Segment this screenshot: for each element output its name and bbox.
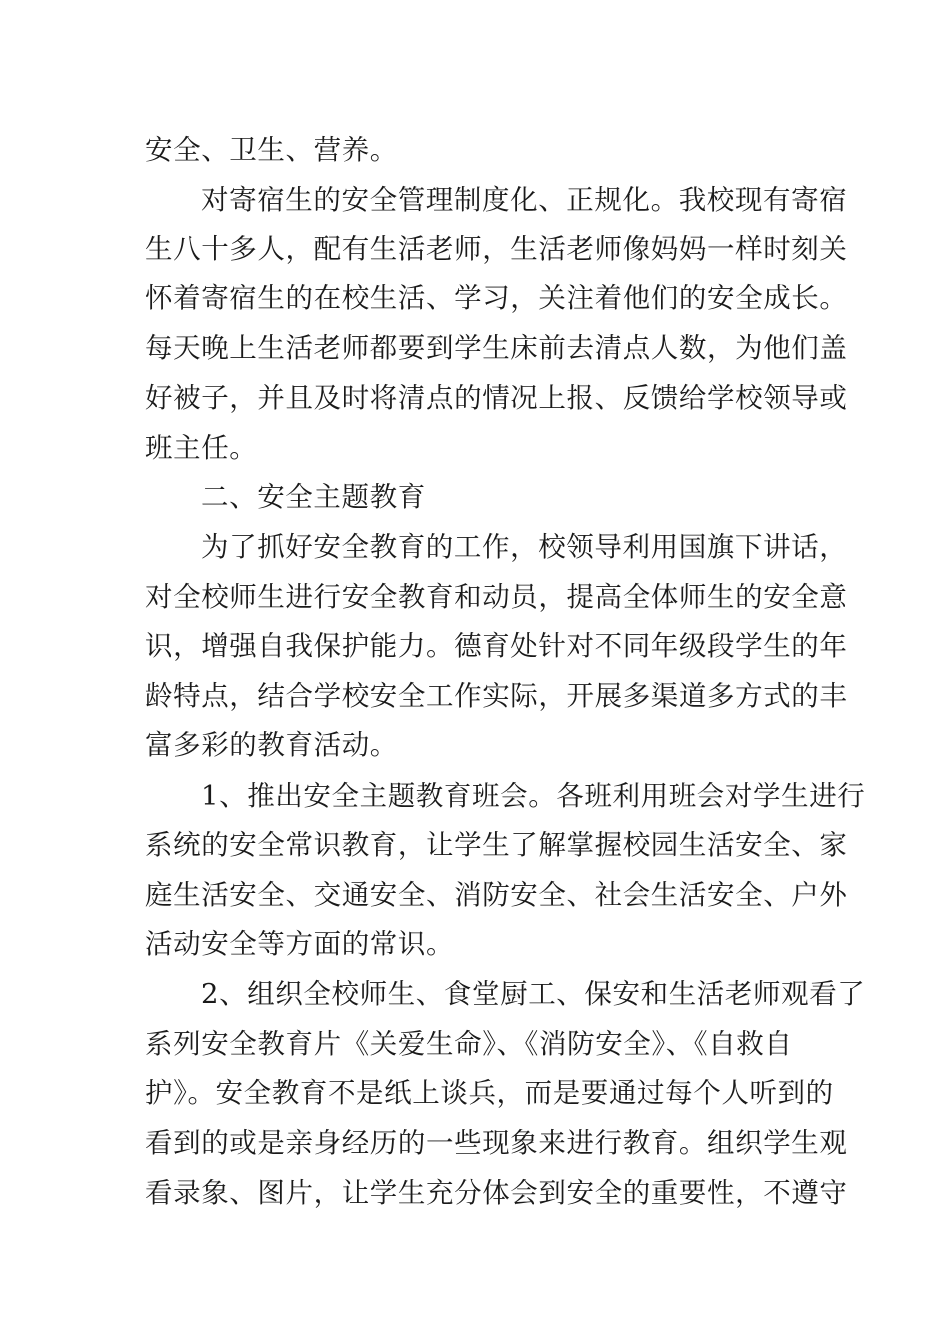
paragraph-line: 系统的安全常识教育，让学生了解掌握校园生活安全、家: [145, 829, 848, 861]
paragraph-line: 好被子，并且及时将清点的情况上报、反馈给学校领导或: [145, 382, 848, 414]
paragraph-line: 识，增强自我保护能力。德育处针对不同年级段学生的年: [145, 630, 848, 662]
paragraph-line: 庭生活安全、交通安全、消防安全、社会生活安全、户外: [145, 879, 848, 911]
paragraph-line: 看录象、图片，让学生充分体会到安全的重要性，不遵守: [145, 1177, 848, 1209]
paragraph-line: 生八十多人，配有生活老师，生活老师像妈妈一样时刻关: [145, 233, 848, 265]
paragraph-line: 安全、卫生、营养。: [145, 134, 398, 166]
paragraph-line: 2、组织全校师生、食堂厨工、保安和生活老师观看了: [201, 978, 866, 1010]
paragraph-line: 活动安全等方面的常识。: [145, 928, 455, 960]
paragraph-line: 1、推出安全主题教育班会。各班利用班会对学生进行: [201, 780, 866, 812]
paragraph-line: 龄特点，结合学校安全工作实际，开展多渠道多方式的丰: [145, 680, 848, 712]
paragraph-line: 为了抓好安全教育的工作，校领导利用国旗下讲话，: [201, 531, 848, 563]
paragraph-line: 每天晚上生活老师都要到学生床前去清点人数，为他们盖: [145, 332, 848, 364]
section-heading: 二、安全主题教育: [201, 481, 426, 513]
paragraph-line: 系列安全教育片《关爱生命》、《消防安全》、《自救自: [145, 1028, 793, 1060]
paragraph-line: 富多彩的教育活动。: [145, 729, 398, 761]
paragraph-line: 对寄宿生的安全管理制度化、正规化。我校现有寄宿: [201, 184, 848, 216]
paragraph-line: 看到的或是亲身经历的一些现象来进行教育。组织学生观: [145, 1127, 848, 1159]
paragraph-line: 对全校师生进行安全教育和动员，提高全体师生的安全意: [145, 581, 848, 613]
paragraph-line: 怀着寄宿生的在校生活、学习，关注着他们的安全成长。: [145, 282, 848, 314]
paragraph-line: 护》。安全教育不是纸上谈兵，而是要通过每个人听到的: [145, 1077, 834, 1109]
paragraph-line: 班主任。: [145, 432, 258, 464]
